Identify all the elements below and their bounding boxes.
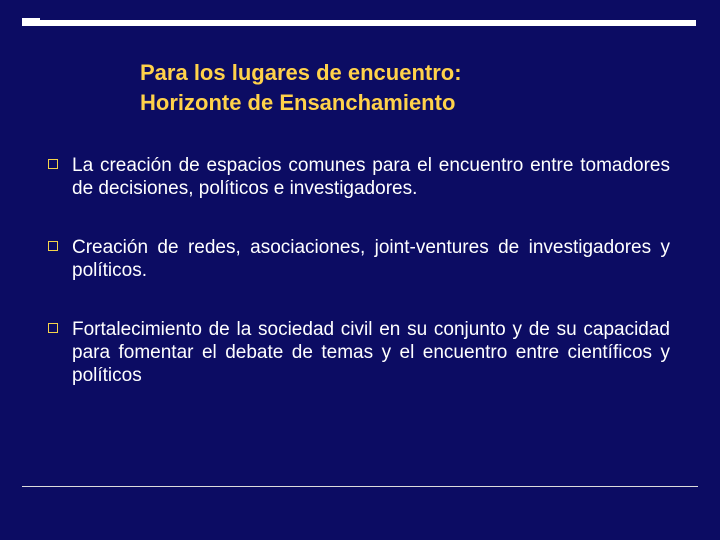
hollow-square-bullet-icon — [48, 159, 58, 169]
bullet-list — [48, 154, 670, 423]
bullet-item-2 — [48, 236, 670, 282]
bullet-text-3: Fortalecimiento de la sociedad civil en su conjunto y de su capacidad para fomentar el debate de temas y el encuentro entre científicos y políticos — [72, 319, 670, 386]
slide-title-line-1: Para los lugares de encuentro: — [140, 60, 462, 85]
bullet-item-3 — [48, 318, 670, 387]
slide-title-line-2: Horizonte de Ensanchamiento — [140, 90, 456, 115]
hollow-square-bullet-icon — [48, 241, 58, 251]
hollow-square-bullet-icon — [48, 323, 58, 333]
bullet-text-1: La creación de espacios comunes para el encuentro entre tomadores de decisiones, políticos e investigadores. — [72, 155, 670, 199]
top-rule — [22, 20, 696, 26]
bullet-text-2: Creación de redes, asociaciones, joint-ventures de investigadores y políticos. — [72, 237, 670, 281]
slide-title — [140, 58, 680, 118]
bottom-rule — [22, 486, 698, 487]
bullet-item-1 — [48, 154, 670, 200]
